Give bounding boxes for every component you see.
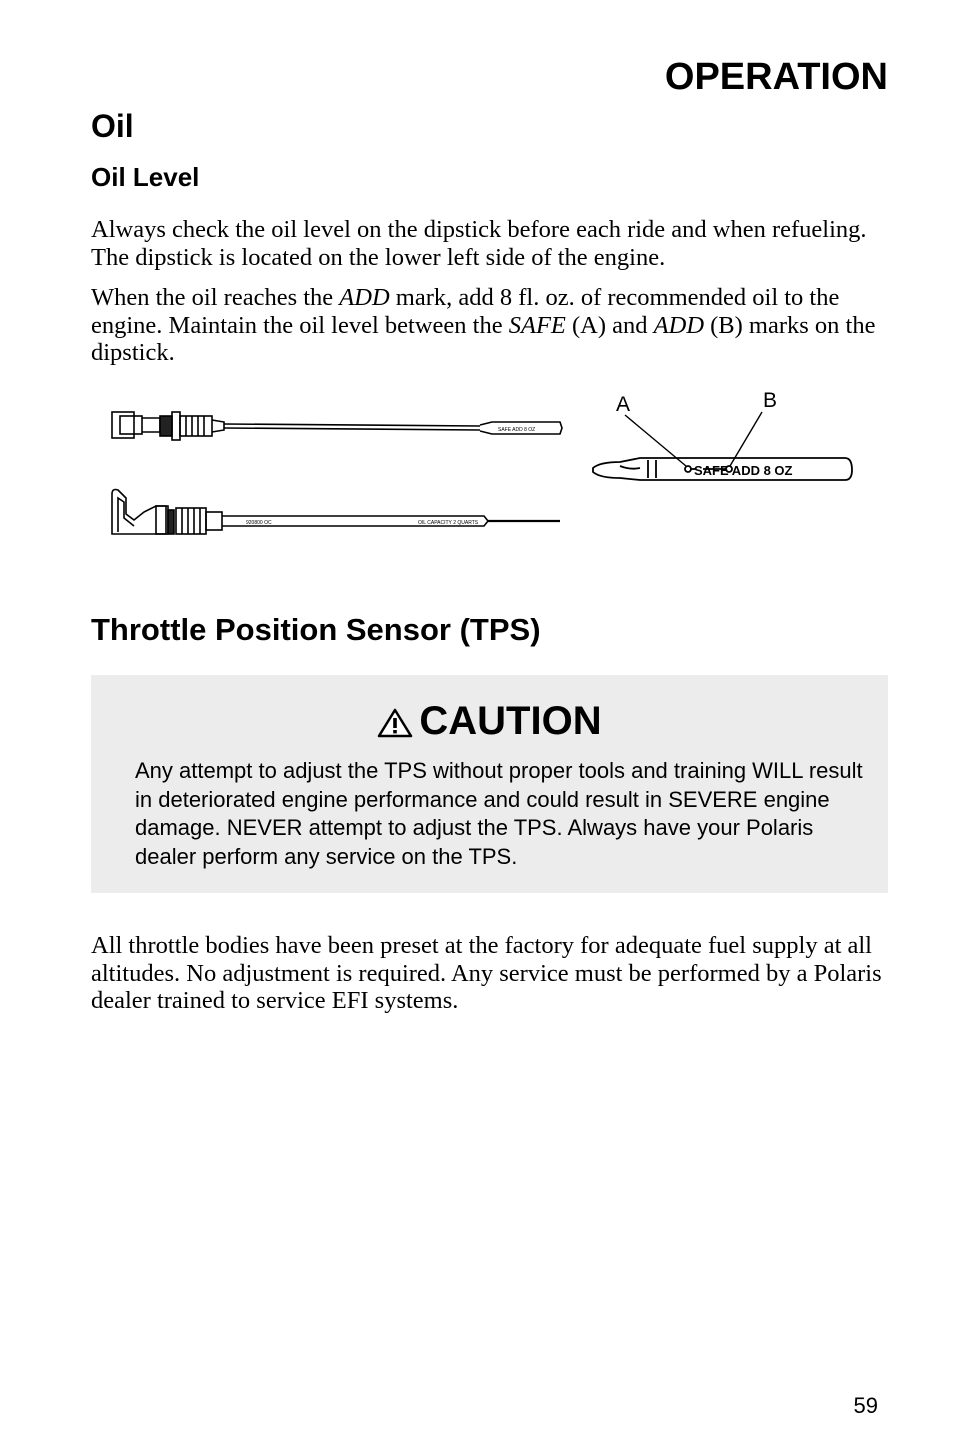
oil-level-paragraph-1: Always check the oil level on the dipstick before each ride and when refueling. The dipstick is located on the lower left side of the engine. xyxy=(91,216,867,271)
small-print-right: OIL CAPACITY 2 QUARTS xyxy=(418,520,479,526)
para2-emphasis-add: ADD xyxy=(339,284,390,311)
para2-text-4: (B) marks on the dipstick. xyxy=(91,311,876,366)
tps-paragraph: All throttle bodies have been preset at the factory for adequate fuel supply at all altitudes. No adjustment is required. Any service must be performed by a Polaris dealer trained to service EFI systems. xyxy=(91,932,882,1014)
label-a: A xyxy=(616,393,631,416)
caution-heading xyxy=(91,699,888,744)
para2-text-3: (A) and xyxy=(565,311,654,339)
small-print-top: SAFE ADD 8 OZ xyxy=(498,427,536,433)
para2-text-1: When the oil reaches the xyxy=(91,284,340,311)
section-header: OPERATION xyxy=(664,56,888,98)
para2-emphasis-add-2: ADD xyxy=(653,311,705,339)
label-b: B xyxy=(763,389,778,412)
dipstick-figure xyxy=(100,382,860,552)
dipstick-illustration xyxy=(100,382,860,552)
oil-title: Oil xyxy=(91,108,134,144)
caution-label: CAUTION xyxy=(419,699,602,743)
para2-emphasis-safe: SAFE xyxy=(508,311,566,339)
caution-text: Any attempt to adjust the TPS without proper tools and training WILL result in deteriorated engine performance and could result in SEVERE engine damage. NEVER attempt to adjust the TPS. Always have your Polaris dealer perform any service on the TPS. xyxy=(135,758,863,869)
page-number: 59 xyxy=(853,1393,878,1418)
oil-level-paragraph-2 xyxy=(91,284,891,367)
oil-level-subtitle: Oil Level xyxy=(91,162,200,192)
tps-title: Throttle Position Sensor (TPS) xyxy=(91,612,541,647)
caution-box xyxy=(91,675,888,893)
dipstick-marking: SAFE ADD 8 OZ xyxy=(694,463,793,478)
dipstick-bottom xyxy=(112,490,560,535)
dipstick-top xyxy=(112,412,562,440)
small-print-left: 920800 OC xyxy=(246,520,272,526)
warning-triangle-icon xyxy=(377,708,413,738)
para2-text-2: mark, add 8 fl. oz. of recommended oil to the engine. Maintain the oil level between the xyxy=(91,284,840,339)
